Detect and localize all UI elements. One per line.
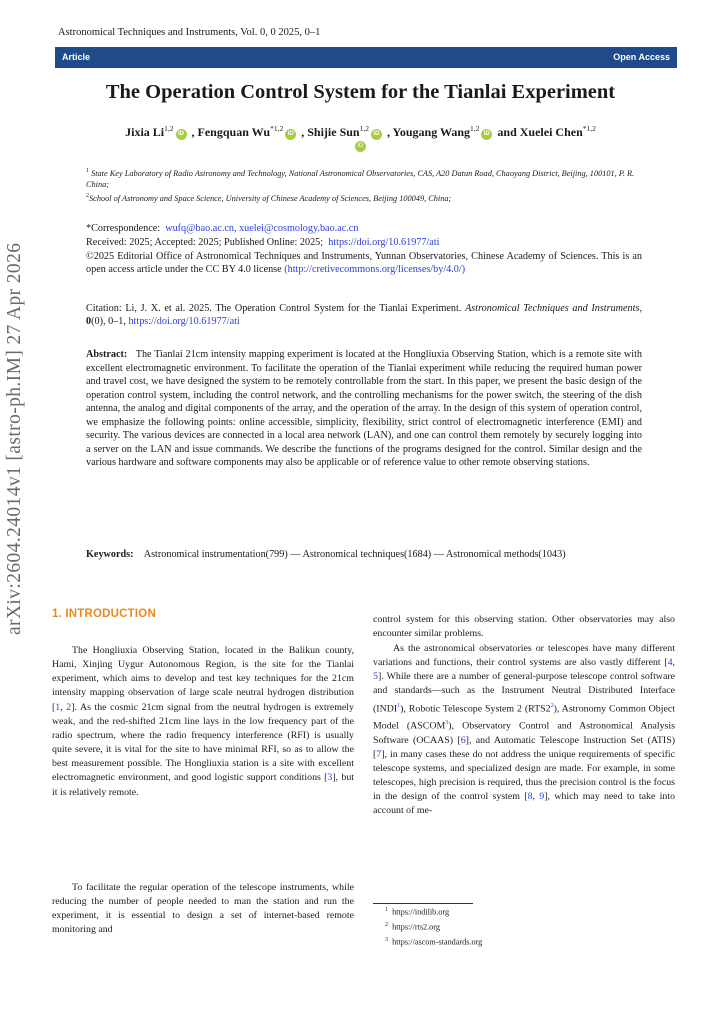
dates-text: Received: 2025; Accepted: 2025; Published Online: 2025; [86, 237, 324, 248]
author-name: Fengquan Wu [197, 125, 271, 139]
footnote-url[interactable]: https://indilib.org [392, 907, 450, 917]
reference-link[interactable]: 4 [667, 657, 673, 669]
citation [86, 302, 642, 329]
footnotes [385, 904, 482, 950]
abstract [86, 348, 642, 470]
copyright-text: ©2025 Editorial Office of Astronomical Techniques and Instruments, Yunnan Observatories, Chinese Academy of Sciences. This is an open access article under the CC BY 4.0 license [86, 251, 642, 276]
paragraph-text: The Hongliuxia Observing Station, located in the Balikun county, Hami, Xinjing Uygur Autonomous Region, is the site for the Tianlai experiment, which aims to develop and test key techniques for the 21cm intensity mapping observation of large scale neutral hydrogen distribution [ [52, 645, 354, 713]
footnote [385, 904, 482, 919]
paragraph-text: , [672, 657, 675, 669]
citation-prefix: Citation: Li, J. X. et al. 2025. The Operation Control System for the Tianlai Experiment. [86, 303, 462, 314]
reference-link[interactable]: 1 [55, 701, 61, 713]
footnote-url[interactable]: https://rts2.org [392, 922, 440, 932]
reference-link[interactable]: 2 [66, 701, 72, 713]
paragraph-text: ], in many cases these do not address the unique requirements of specific telescope systems, and specialized design are made. For example, in some telescopes, high precision is required, thus the precision control is the focus in the design of the control system [ [373, 748, 675, 803]
correspondence-email-link[interactable]: wufq@bao.ac.cn, xuelei@cosmology.bao.ac.cn [165, 223, 359, 234]
author-name: Jixia Li [125, 125, 165, 139]
author-affiliation-marker: 1,2 [359, 124, 369, 133]
footnote-number: 3 [385, 937, 388, 944]
affiliation-1 [86, 166, 646, 190]
paragraph-text: ), Astronomy Common Object Model (ASCOM [373, 702, 675, 732]
affiliation-text: State Key Laboratory of Radio Astronomy and Technology, National Astronomical Observatories, CAS, A20 Datun Road, Chaoyang District, Beijing, 100101, P. R. China; [86, 168, 635, 189]
author-name: Shijie Sun [307, 125, 360, 139]
footnote [385, 919, 482, 934]
author-list [0, 124, 721, 140]
author-separator: , [383, 125, 393, 139]
affiliation-number: 1 [86, 168, 89, 174]
citation-doi-link[interactable]: https://doi.org/10.61977/ati [128, 316, 240, 328]
orcid-icon[interactable]: iD [481, 129, 492, 140]
paragraph-text: ]. As the cosmic 21cm signal from the neutral hydrogen is extremely weak, and the red-shifted 21cm line lays in the low frequency part of the radio spectrum, where the radio frequency interference (RFI) is usually quite severe, it is vital for the site to have minimal RFI, so as to allow the best measurement possible. The Hongliuxia station is a site with excellent electromagnetic environment, and good logistic support conditions [ [52, 701, 354, 784]
affiliation-text: School of Astronomy and Space Science, University of Chinese Academy of Sciences, Beijing 100049, China; [89, 193, 452, 203]
footnote-number: 1 [385, 907, 388, 913]
reference-link[interactable]: 7 [376, 748, 382, 760]
orcid-icon[interactable]: iD [371, 129, 382, 140]
author-affiliation-marker: *1,2 [270, 124, 284, 133]
reference-link[interactable]: 9 [539, 791, 545, 803]
paragraph-text: ], and Automatic Telescope Instruction Set (ATIS) [ [373, 734, 675, 760]
orcid-icon[interactable]: iD [176, 129, 187, 140]
license-link[interactable]: (http://cretivecommons.org/licenses/by/4.0/) [284, 264, 466, 276]
footnote-number: 2 [385, 922, 388, 929]
paragraph-text: ]. While there are a number of general-purpose telescope control software and standards—such as the Instrument Neutral Distributed Interface (INDI [373, 671, 675, 714]
paragraph-text: , [532, 791, 540, 803]
keywords-text: Astronomical instrumentation(799) — Astronomical techniques(1684) — Astronomical methods(1043) [143, 549, 566, 560]
citation-rest: (0), 0–1, [91, 316, 126, 328]
correspondence [86, 222, 642, 235]
paragraph-text: ], but it is relatively remote. [52, 772, 354, 798]
citation-volume: 0 [86, 316, 92, 328]
paragraph-text: ], which may need to take into account of me- [373, 791, 676, 817]
keywords [86, 548, 642, 562]
orcid-icon[interactable]: iD [285, 129, 296, 140]
orcid-icon[interactable]: iD [355, 141, 366, 152]
paragraph-text: ), Observatory Control and Astronomical Analysis Software (OCAAS) [ [373, 720, 675, 746]
author-affiliation-marker: *1,2 [582, 124, 596, 133]
paragraph-text: ), Robotic Telescope System 2 (RTS2 [400, 702, 551, 714]
correspondence-label: *Correspondence: [86, 223, 161, 234]
intro-paragraph-3 [373, 642, 675, 818]
footnote [385, 934, 482, 949]
copyright-notice [86, 250, 642, 277]
open-access-label: Open Access [613, 52, 670, 62]
section-heading-introduction: 1. INTRODUCTION [52, 608, 156, 620]
affiliation-number: 2 [86, 193, 89, 199]
reference-link[interactable]: 8 [527, 791, 533, 803]
journal-line: Astronomical Techniques and Instruments, Vol. 0, 0 2025, 0–1 [58, 27, 321, 38]
paper-title: The Operation Control System for the Tianlai Experiment [105, 81, 616, 103]
author-name: Xuelei Chen [519, 125, 583, 139]
article-type-label: Article [62, 52, 91, 62]
reference-link[interactable]: 3 [327, 772, 333, 784]
footnote-marker[interactable]: 3 [445, 720, 449, 727]
intro-paragraph-2: To facilitate the regular operation of the telescope instruments, while reducing the number of people needed to man the station and run the experiment, it is essential to design a set of internet-based remote monitoring and [52, 882, 354, 936]
citation-journal: Astronomical Techniques and Instruments, [465, 303, 642, 314]
author-name: Yougang Wang [392, 125, 471, 139]
author-separator: , [298, 125, 308, 139]
author-affiliation-marker: 1,2 [470, 124, 480, 133]
reference-link[interactable]: 6 [460, 734, 466, 746]
paragraph-text: , [60, 701, 67, 713]
abstract-text: The Tianlai 21cm intensity mapping experiment is located at the Hongliuxia Observing Station, which is a remote site with excellent electromagnetic environment. To facilitate the operation of the Tianlai experiment while reducing the required human power and travel cost, we have designed the system to be remotely controllable from the start. In this paper, we present the basic design of the operation control system, including the control network, and the controlling mechanisms for the power switch, the steering of the dish antenna, the analog and digital components of the array, and the operation of the array. In the design of this system of operation control, we emphasize the following points: online accessible, simplicity, flexibility, strict control of electromagnetic interference (EMI) and security. The various devices are connected in a local area network (LAN), and one can control them remotely by securely logging into a server on the LAN and issue commands. We describe the functions of the programs designed for the control. Similar design and the various hardware and software components may also be applicable or of reference value to other remote observing stations. [86, 349, 642, 468]
paragraph-text: As the astronomical observatories or telescopes have many different variations and functions, their control systems are also vastly different [ [373, 643, 675, 669]
footnote-url[interactable]: https://ascom-standards.org [392, 938, 483, 948]
author-separator: and [494, 125, 520, 139]
author-affiliation-marker: 1,2 [164, 124, 174, 133]
article-banner [55, 47, 677, 68]
reference-link[interactable]: 5 [373, 671, 378, 683]
author-separator: , [188, 125, 198, 139]
affiliation-2 [86, 191, 646, 204]
arxiv-identifier: arXiv:2604.24014v1 [astro-ph.IM] 27 Apr 2026 [4, 242, 25, 635]
keywords-label: Keywords: [86, 549, 134, 560]
abstract-label: Abstract: [86, 349, 128, 360]
doi-link[interactable]: https://doi.org/10.61977/ati [328, 237, 440, 248]
footnote-marker[interactable]: 1 [397, 702, 401, 709]
intro-paragraph-1 [52, 644, 354, 800]
footnote-marker[interactable]: 2 [550, 702, 554, 709]
publication-dates [86, 236, 642, 249]
intro-paragraph-2-continued: control system for this observing station. Other observatories may also encounter similar problems. [373, 614, 675, 640]
